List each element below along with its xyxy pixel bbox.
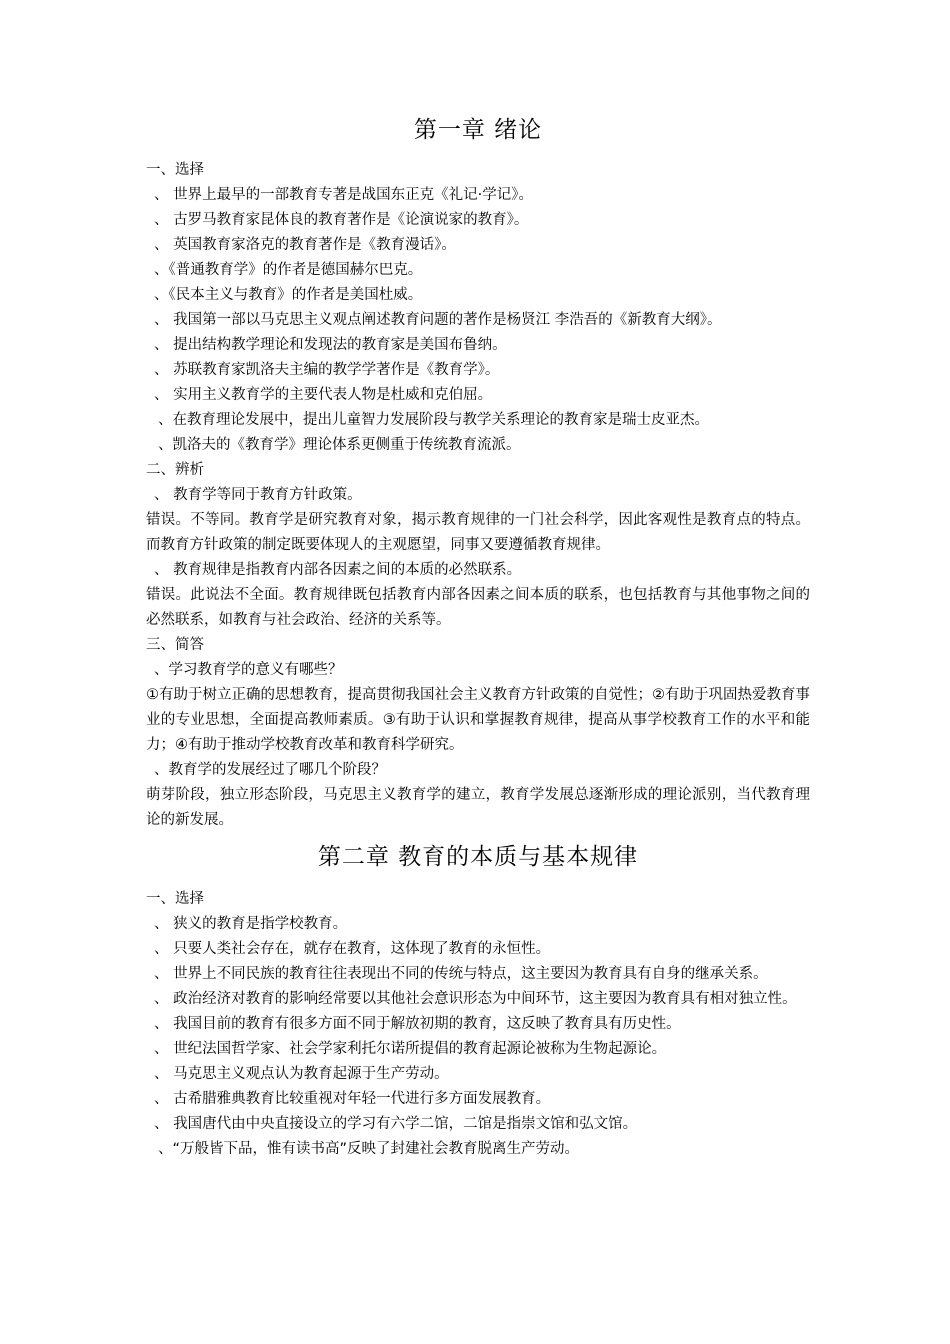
list-item: 、 古希腊雅典教育比较重视对年轻一代进行多方面发展教育。 (154, 1091, 551, 1107)
list-item: 、《普通教育学》的作者是德国赫尔巴克。 (154, 262, 423, 278)
list-item: 、 我国唐代由中央直接设立的学习有六学二馆，二馆是指崇文馆和弘文馆。 (154, 1116, 638, 1132)
analysis-question-1: 、 教育学等同于教育方针政策。 (154, 487, 362, 503)
list-item: 、 实用主义教育学的主要代表人物是杜威和克伯屈。 (154, 387, 493, 403)
list-item: 、 古罗马教育家昆体良的教育著作是《论演说家的教育》。 (154, 212, 529, 228)
list-item: 、 我国目前的教育有很多方面不同于解放初期的教育，这反映了教育具有历史性。 (154, 1016, 681, 1032)
list-item: 、《民本主义与教育》的作者是美国杜威。 (154, 287, 423, 303)
list-item: 、 世纪法国哲学家、社会学家利托尔诺所提倡的教育起源论被称为生物起源论。 (154, 1041, 667, 1057)
list-item: 、 苏联教育家凯洛夫主编的教学学著作是《教育学》。 (154, 362, 500, 378)
list-item: 、 政治经济对教育的影响经常要以其他社会意识形态为中间环节，这主要因为教育具有相对独立性。 (154, 991, 797, 1007)
short-question-2: 、教育学的发展经过了哪几个阶段？ (154, 762, 386, 778)
list-item: 、“万般皆下品，惟有读书高”反映了封建社会教育脱离生产劳动。 (158, 1141, 580, 1157)
short-answer-2: 萌芽阶段，独立形态阶段，马克思主义教育学的建立，教育学发展总逐渐形成的理论派别，当代教育理论的新发展。 (146, 787, 810, 828)
chapter1-analysis-heading: 二、辨析 (146, 462, 204, 478)
list-item: 、 狭义的教育是指学校教育。 (154, 916, 348, 932)
list-item: 、 世界上不同民族的教育往往表现出不同的传统与特点，这主要因为教育具有自身的继承关系。 (154, 966, 768, 982)
short-question-1: 、学习教育学的意义有哪些？ (154, 662, 343, 678)
list-item: 、 只要人类社会存在，就存在教育，这体现了教育的永恒性。 (154, 941, 551, 957)
chapter2-choice-heading: 一、选择 (146, 891, 204, 907)
chapter1-title: 第一章 绪论 (413, 117, 543, 143)
short-answer-1: ①有助于树立正确的思想教育，提高贯彻我国社会主义教育方针政策的自觉性；②有助于巩固热爱教育事业的专业思想，全面提高教师素质。③有助于认识和掌握教育规律，提高从事学校教育工作的水平和能力；④有助于推动学校教育改革和教育科学研究。 (146, 687, 810, 753)
list-item: 、凯洛夫的《教育学》理论体系更侧重于传统教育流派。 (158, 437, 521, 453)
list-item: 、 马克思主义观点认为教育起源于生产劳动。 (154, 1066, 449, 1082)
chapter1-choice-list (146, 183, 810, 458)
analysis-question-2: 、 教育规律是指教育内部各因素之间的本质的必然联系。 (154, 562, 522, 578)
list-item: 、 我国第一部以马克思主义观点阐述教育问题的著作是杨贤江 李浩吾的《新教育大纲》。 (154, 312, 722, 328)
analysis-answer-1: 错误。不等同。教育学是研究教育对象，揭示教育规律的一门社会科学，因此客观性是教育点的特点。而教育方针政策的制定既要体现人的主观愿望，同事又要遵循教育规律。 (146, 512, 810, 553)
chapter1-choice-heading: 一、选择 (146, 162, 204, 178)
chapter2-choice-list (146, 912, 810, 1162)
analysis-answer-2: 错误。此说法不全面。教育规律既包括教育内部各因素之间本质的联系，也包括教育与其他事物之间的必然联系，如教育与社会政治、经济的关系等。 (146, 587, 810, 628)
list-item: 、 提出结构教学理论和发现法的教育家是美国布鲁纳。 (154, 337, 507, 353)
list-item: 、 英国教育家洛克的教育著作是《教育漫话》。 (154, 237, 456, 253)
chapter2-title: 第二章 教育的本质与基本规律 (317, 844, 639, 870)
chapter1-short-heading: 三、简答 (146, 637, 204, 653)
list-item: 、在教育理论发展中，提出儿童智力发展阶段与教学关系理论的教育家是瑞士皮亚杰。 (158, 412, 709, 428)
list-item: 、 世界上最早的一部教育专著是战国东正克《礼记·学记》。 (154, 187, 533, 203)
